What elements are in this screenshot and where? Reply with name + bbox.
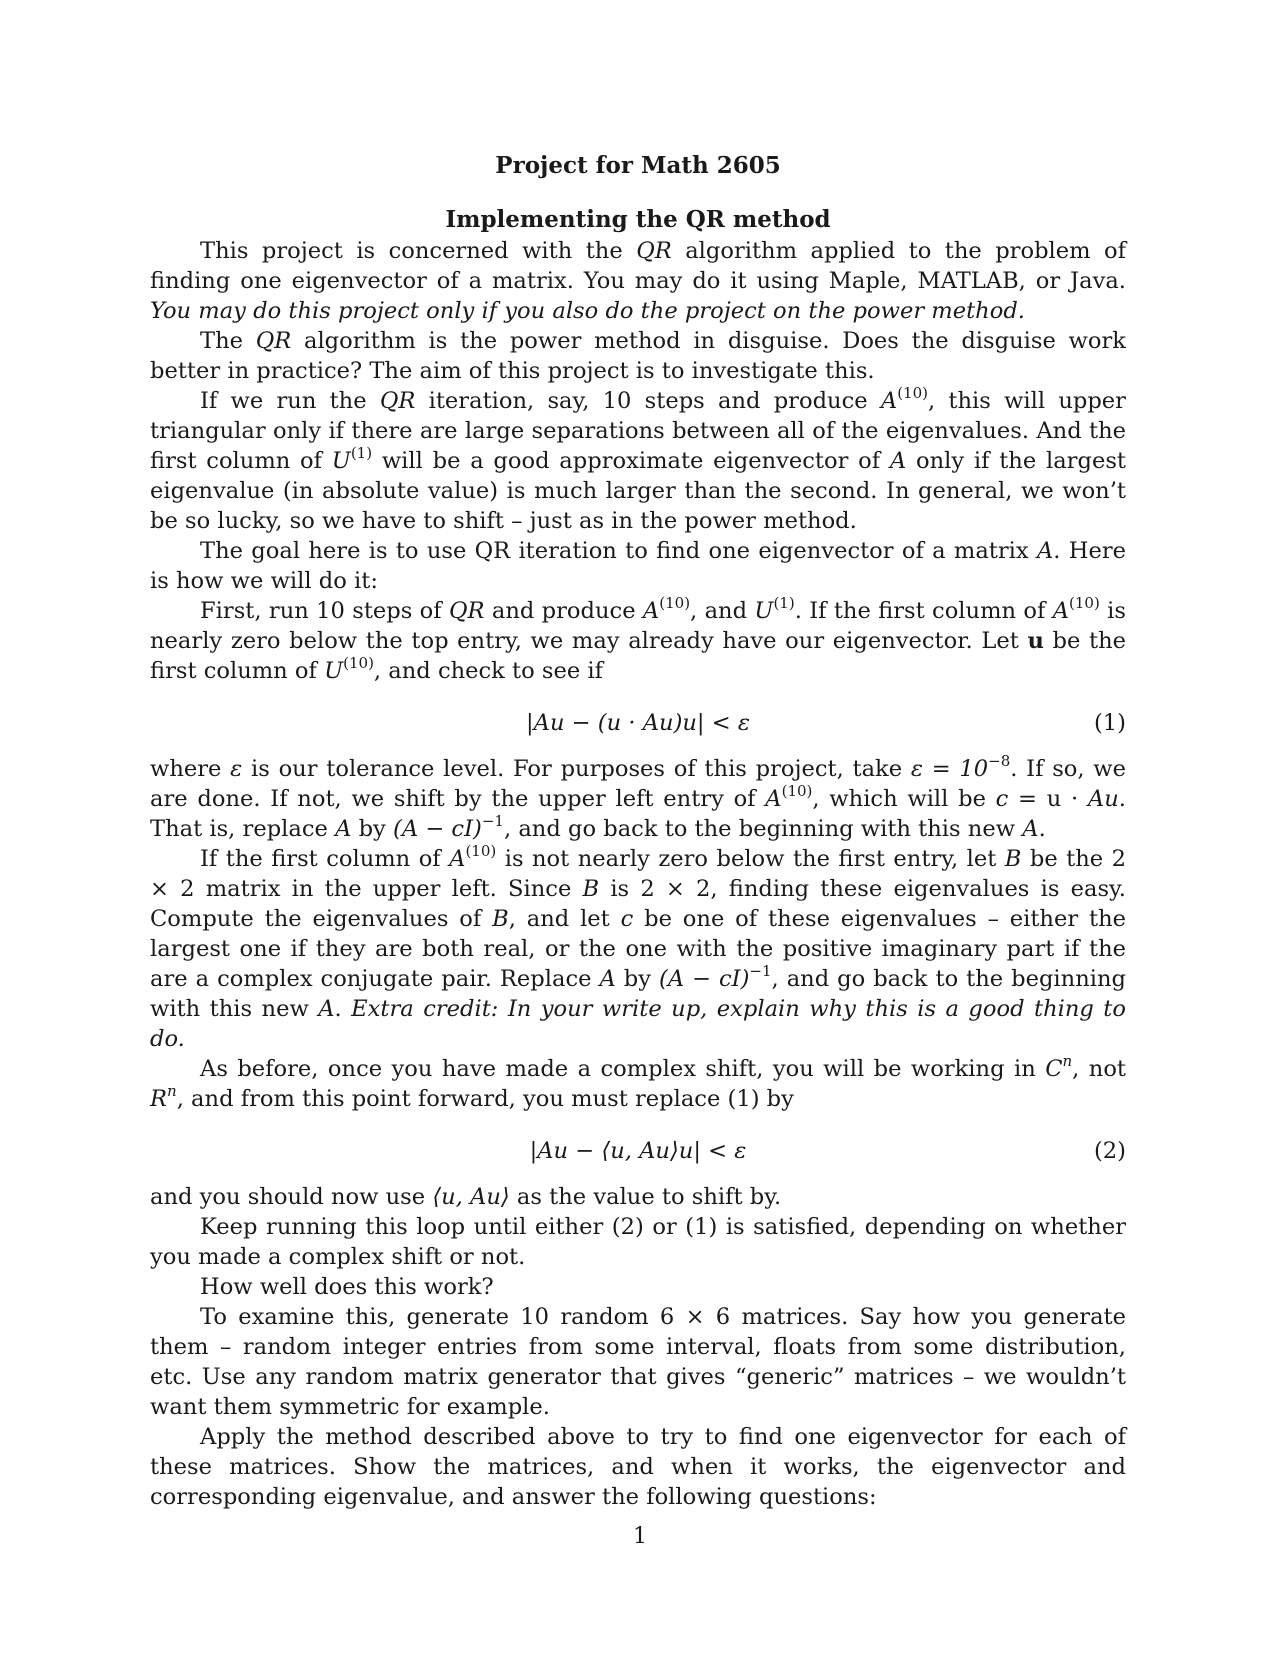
paragraph-examine: To examine this, generate 10 random 6 × 6 matrices. Say how you generate them – random integer entries from some interval, floats from some distribution, etc. Use any random matrix generator that gives “generic” matrices – we wouldn’t want them symmetric for example. bbox=[150, 1304, 1126, 1420]
paragraph-first-step: First, run 10 steps of QR and produce $A^{(10)}$, and $U^{(1)}$. If the first column of $A^{(10)}$ is nearly zero below the top entry, we may already have our eigenvector. Let u be the first column of $U^{(10)}$, and check to see if bbox=[150, 594, 1126, 684]
page-content bbox=[150, 150, 1126, 1512]
equation-2-number: (2) bbox=[1093, 1138, 1126, 1164]
paragraph-question: How well does this work? bbox=[200, 1274, 494, 1300]
paragraph-intro: This project is concerned with the QR algorithm applied to the problem of finding one eigenvector of a matrix. You may do it using Maple, MATLAB, or Java. You may do this project only if you also do the project on the power method. bbox=[150, 238, 1126, 324]
document-title: Project for Math 2605 bbox=[495, 152, 781, 179]
equation-1-body: |Au − (u · Au)u| < ε bbox=[526, 710, 750, 736]
paragraph-loop: Keep running this loop until either (2) or (1) is satisfied, depending on whether you made a complex shift or not. bbox=[150, 1214, 1126, 1270]
paragraph-complex: As before, once you have made a complex shift, you will be working in $C^n$, not $R^n$, and from this point forward, you must replace (1) by bbox=[150, 1052, 1126, 1112]
paragraph-shift-value: and you should now use ⟨u, Au⟩ as the value to shift by. bbox=[150, 1184, 782, 1210]
equation-1-number: (1) bbox=[1093, 710, 1126, 736]
document-subtitle: Implementing the QR method bbox=[445, 206, 831, 233]
paragraph-tolerance: where ε is our tolerance level. For purposes of this project, take $\varepsilon = 10^{-8}$. If so, we are done. If not, we shift by the upper left entry of $A^{(10)}$, which will be c = u · Au. That is, replace A by (A − cI)$^{-1}$, and go back to the beginning with this new A. bbox=[150, 752, 1127, 842]
paragraph-disguise: The QR algorithm is the power method in disguise. Does the disguise work better in practice? The aim of this project is to investigate this. bbox=[150, 328, 1126, 384]
equation-2 bbox=[150, 1136, 1126, 1166]
intro-requirement-note: You may do this project only if you also do the project on the power method. bbox=[150, 298, 1025, 324]
paragraph-iteration: If we run the QR iteration, say, 10 steps and produce $A^{(10)}$, this will upper triangular only if there are large separations between all of the eigenvalues. And the first column of $U^{(1)}$ will be a good approximate eigenvector of A only if the largest eigenvalue (in absolute value) is much larger than the second. In general, we won’t be so lucky, so we have to shift – just as in the power method. bbox=[150, 384, 1126, 534]
extra-credit-note: Extra credit: In your write up, explain why this is a good thing to do. bbox=[150, 996, 1126, 1052]
page-number: 1 bbox=[633, 1524, 647, 1549]
equation-1 bbox=[150, 708, 1126, 738]
equation-2-body: |Au − ⟨u, Au⟩u| < ε bbox=[529, 1138, 747, 1164]
paragraph-two-by-two: If the first column of $A^{(10)}$ is not nearly zero below the first entry, let B be the 2 × 2 matrix in the upper left. Since B is 2 × 2, finding these eigenvalues is easy. Compute the eigenvalues of B, and let c be one of these eigenvalues – either the largest one if they are both real, or the one with the positive imaginary part if the are a complex conjugate pair. Replace A by (A − cI)$^{-1}$, and go back to the beginning with this new A. Extra credit: In your write up, explain why this is a good thing to do. bbox=[150, 842, 1127, 1052]
paragraph-goal: The goal here is to use QR iteration to find one eigenvector of a matrix A. Here is how we will do it: bbox=[150, 538, 1126, 594]
paragraph-apply: Apply the method described above to try to find one eigenvector for each of these matrices. Show the matrices, and when it works, the eigenvector and corresponding eigenvalue, and answer the following questions: bbox=[150, 1424, 1126, 1510]
